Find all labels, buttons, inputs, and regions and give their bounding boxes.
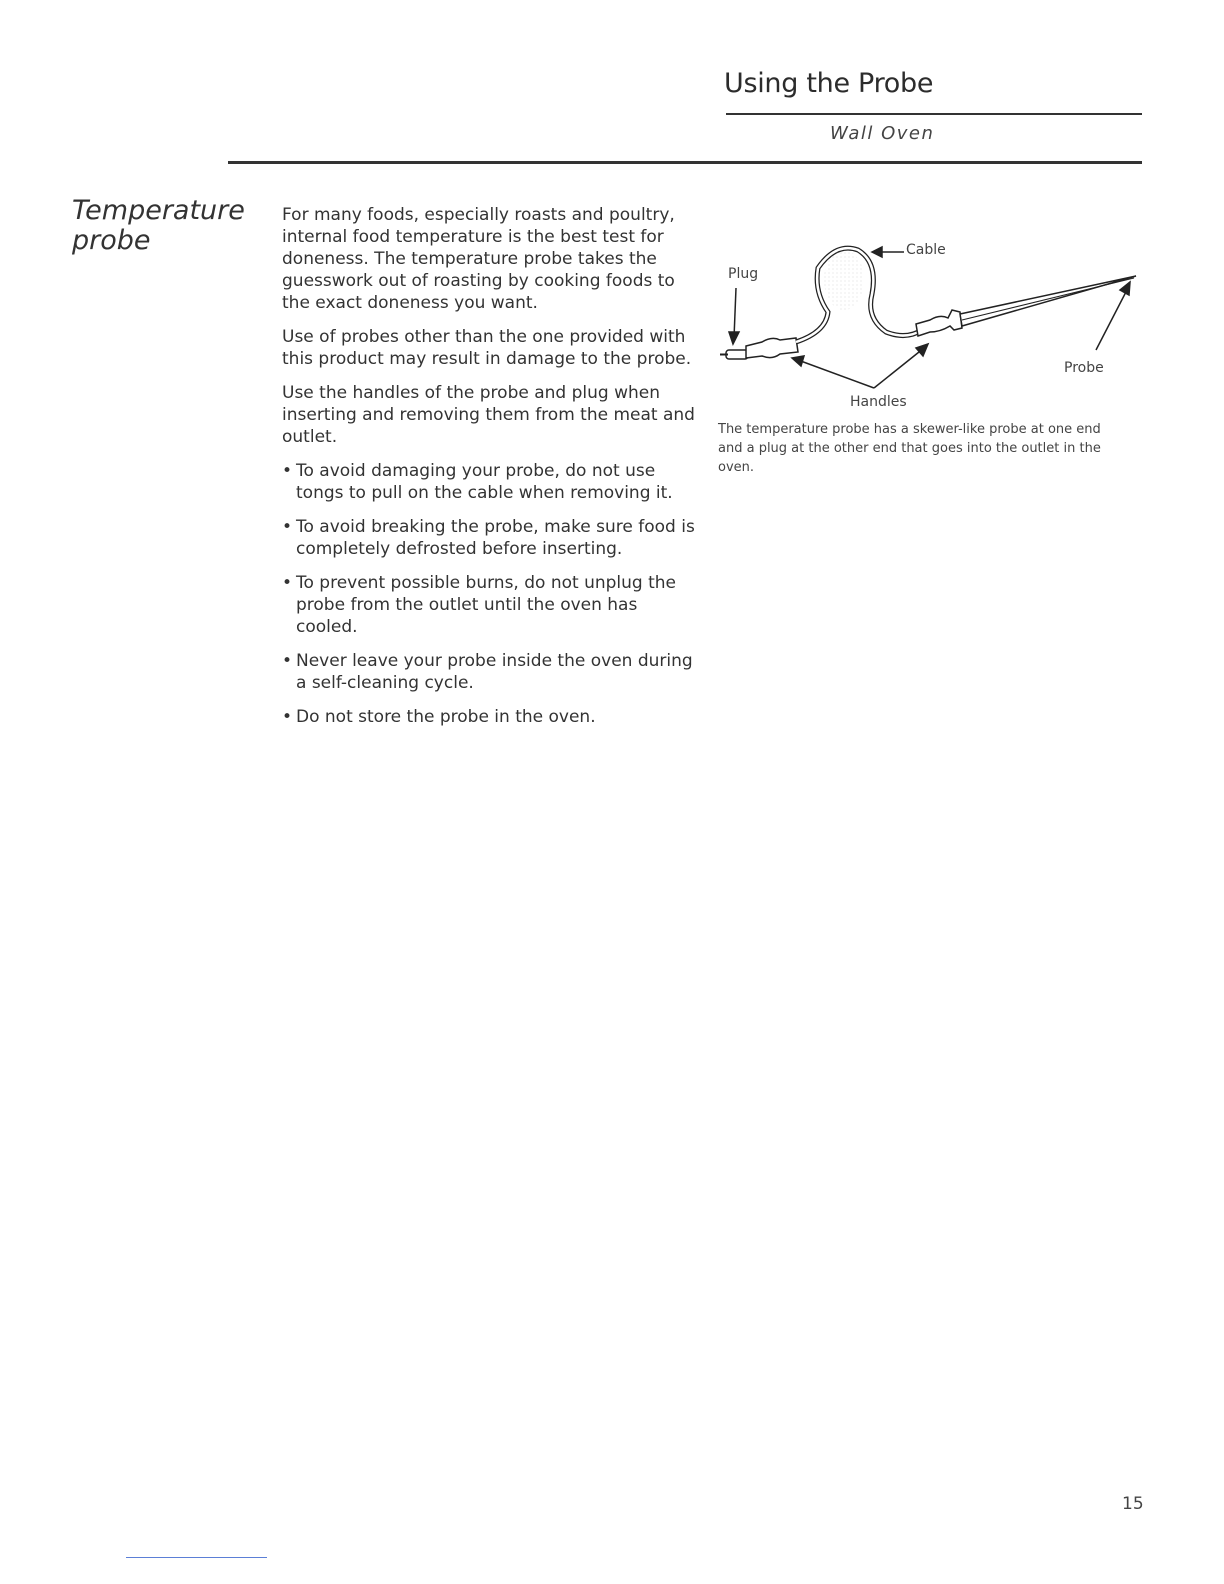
body-text	[282, 204, 702, 740]
bullet-icon: •	[282, 461, 293, 481]
plug-label: Plug	[728, 266, 759, 282]
plug-handle-icon	[746, 338, 798, 358]
probe-handle-icon	[916, 310, 962, 336]
list-item: • Do not store the probe in the oven.	[282, 707, 596, 727]
probe-diagram	[716, 232, 1142, 422]
bullet-icon: •	[282, 707, 293, 727]
paragraph-handles: Use the handles of the probe and plug when inserting and removing them from the meat and outlet.	[282, 383, 695, 447]
probe-label: Probe	[1064, 360, 1104, 376]
page-header-title: Using the Probe	[724, 68, 934, 99]
bullet-icon: •	[282, 517, 293, 537]
list-item: • To prevent possible burns, do not unplug the probe from the outlet until the oven has cooled.	[282, 573, 677, 637]
paragraph-probe-warning: Use of probes other than the one provided with this product may result in damage to the probe.	[282, 327, 692, 369]
list-item: • Never leave your probe inside the oven during a self-cleaning cycle.	[282, 651, 693, 693]
caution-list	[282, 460, 702, 728]
plug-icon	[720, 350, 748, 359]
bullet-icon: •	[282, 651, 293, 671]
handles-label: Handles	[850, 394, 907, 410]
paragraph-intro: For many foods, especially roasts and poultry, internal food temperature is the best test for doneness. The temperature probe takes the guesswork out of roasting by cooking foods to the exact doneness you want.	[282, 205, 675, 313]
footer-link-underline	[126, 1557, 267, 1558]
figure-caption: The temperature probe has a skewer-like probe at one end and a plug at the other end that goes into the outlet in the oven.	[718, 422, 1101, 475]
probe-illustration	[716, 232, 1142, 422]
header-rule-short	[726, 113, 1142, 115]
header-rule-long	[228, 161, 1142, 164]
page-number: 15	[1122, 1494, 1144, 1514]
bullet-icon: •	[282, 573, 293, 593]
section-title: Temperature probe	[72, 195, 245, 256]
cable-label: Cable	[906, 242, 946, 258]
page-header-subtitle: Wall Oven	[830, 123, 935, 144]
list-item: • To avoid damaging your probe, do not use tongs to pull on the cable when removing it.	[282, 461, 673, 503]
list-item: • To avoid breaking the probe, make sure food is completely defrosted before inserting.	[282, 517, 695, 559]
